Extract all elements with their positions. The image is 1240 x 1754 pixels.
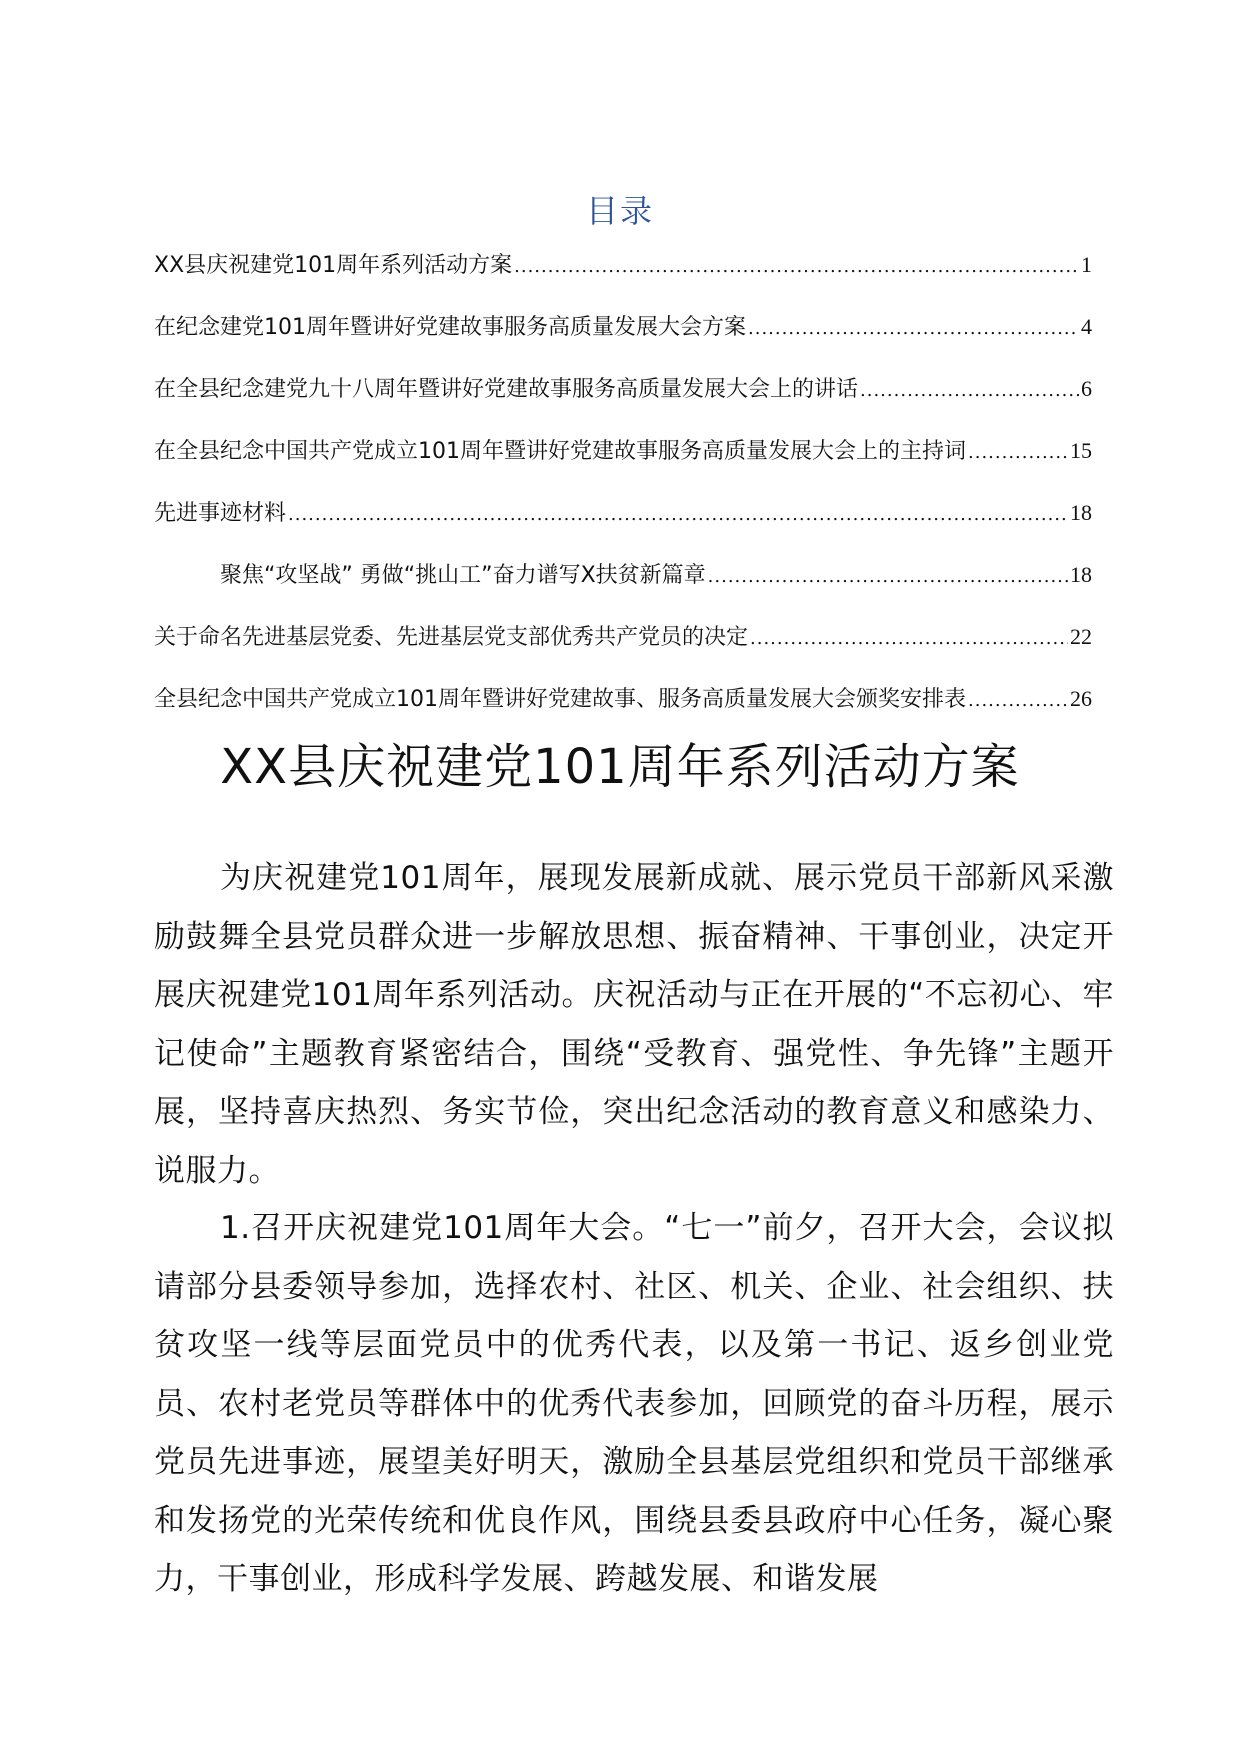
toc-entry-sub[interactable] [154,560,1092,622]
toc-entry-text: 在纪念建党101周年暨讲好党建故事服务高质量发展大会方案 [154,315,746,340]
toc-leader-dots [968,686,1068,716]
toc-entry-page: 4 [1081,314,1092,339]
toc-entry[interactable] [154,436,1092,498]
toc-leader-dots [514,252,1079,282]
toc-entry[interactable] [154,622,1092,684]
toc-leader-dots [748,314,1079,344]
toc-entry-text: 先进事迹材料 [154,501,287,526]
document-title: XX县庆祝建党101周年系列活动方案 [220,739,1020,795]
toc-entry-page: 1 [1081,252,1092,277]
toc-entry-text: 聚焦“攻坚战” 勇做“挑山工”奋力谱写X扶贫新篇章 [220,563,706,588]
toc-entry-page: 18 [1070,500,1092,525]
toc-entry-page: 6 [1081,376,1092,401]
toc-entry-text: 在全县纪念中国共产党成立101周年暨讲好党建故事服务高质量发展大会上的主持词 [154,439,966,464]
toc-entry-page: 18 [1070,562,1092,587]
body-paragraph: 1.召开庆祝建党101周年大会。“七一”前夕，召开大会，会议拟请部分县委领导参加，选择农村、社区、机关、企业、社会组织、扶贫攻坚一线等层面党员中的优秀代表，以及第一书记、返乡创业党员、农村老党员等群体中的优秀代表参加，回顾党的奋斗历程，展示党员先进事迹，展望美好明天，激励全县基层党组织和党员干部继承和发扬党的光荣传统和优良作风，围绕县委县政府中心任务，凝心聚力，干事创业，形成科学发展、跨越发展、和谐发展 [154,1210,1114,1597]
toc-entry-text: 全县纪念中国共产党成立101周年暨讲好党建故事、服务高质量发展大会颁奖安排表 [154,687,966,712]
body-paragraph: 为庆祝建党101周年，展现发展新成就、展示党员干部新风采激励鼓舞全县党员群众进一步解放思想、振奋精神、干事创业，决定开展庆祝建党101周年系列活动。庆祝活动与正在开展的“不忘初心、牢记使命”主题教育紧密结合，围绕“受教育、强党性、争先锋”主题开展，坚持喜庆热烈、务实节俭，突出纪念活动的教育意义和感染力、说服力。 [154,860,1114,1189]
toc-leader-dots [750,624,1068,654]
toc-entry-text: 关于命名先进基层党委、先进基层党支部优秀共产党员的决定 [154,625,749,650]
toc-entry[interactable] [154,250,1092,312]
toc-entry-text: XX县庆祝建党101周年系列活动方案 [154,253,513,278]
toc-entry[interactable] [154,374,1092,436]
toc-leader-dots [288,500,1068,530]
table-of-contents [154,250,1092,746]
toc-entry[interactable] [154,312,1092,374]
toc-leader-dots [968,438,1068,468]
toc-title: 目录 [585,192,654,230]
toc-entry-page: 26 [1070,686,1092,711]
toc-leader-dots [860,376,1079,406]
toc-leader-dots [708,562,1068,592]
toc-entry-text: 在全县纪念建党九十八周年暨讲好党建故事服务高质量发展大会上的讲话 [154,377,859,402]
toc-entry-page: 15 [1070,438,1092,463]
toc-entry[interactable] [154,498,1092,560]
toc-entry-page: 22 [1070,624,1092,649]
